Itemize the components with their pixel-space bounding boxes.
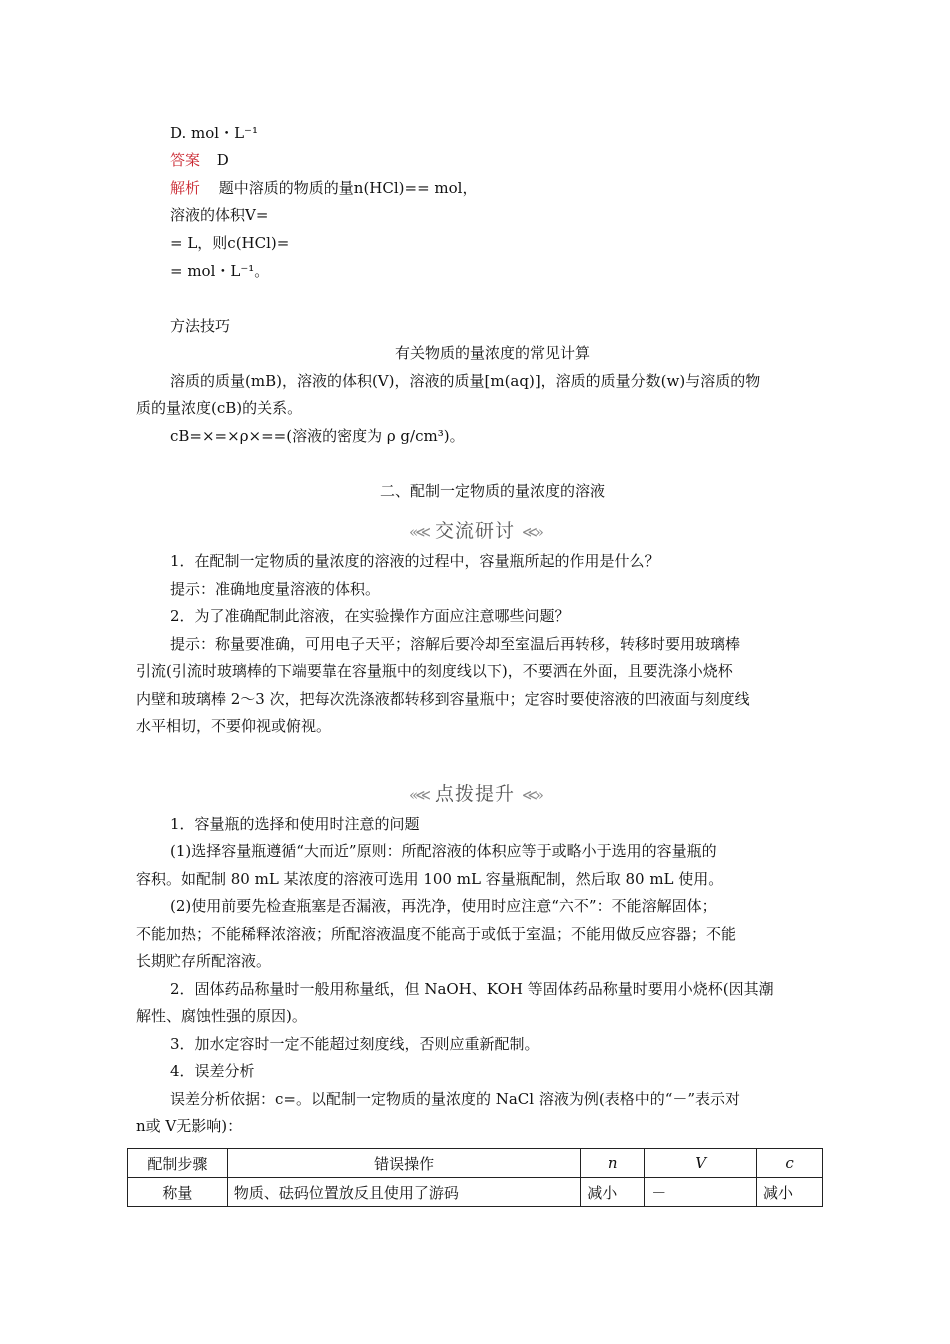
- points-p1b-line-1: (2)使用前要先检查瓶塞是否漏液，再洗净，使用时应注意“六不”：不能溶解固体；: [170, 897, 717, 915]
- points-heading: [0, 779, 950, 806]
- points-p1b-line-3: 长期贮存所配溶液。: [136, 952, 272, 970]
- method-line-1: 溶质的质量(mB)，溶液的体积(V)，溶液的质量[m(aq)]，溶质的质量分数(w)与溶质的物: [170, 372, 761, 390]
- cell-operation: 物质、砝码位置放反且使用了游码: [227, 1178, 580, 1207]
- right-chevrons-icon: ≪»: [522, 523, 541, 541]
- header-v: V: [645, 1149, 757, 1178]
- section-2-title: 二、配制一定物质的量浓度的溶液: [379, 482, 605, 500]
- header-n: n: [581, 1149, 645, 1178]
- method-title: 方法技巧: [170, 317, 231, 335]
- exchange-q1: 1．在配制一定物质的量浓度的溶液的过程中，容量瓶所起的作用是什么？: [170, 552, 660, 570]
- error-analysis-table: [127, 1148, 823, 1207]
- answer-value: D: [216, 151, 229, 169]
- points-p1a-line-1: (1)选择容量瓶遵循“大而近”原则：所配溶液的体积应等于或略小于选用的容量瓶的: [170, 842, 717, 860]
- method-line-2: 质的量浓度(cB)的关系。: [136, 399, 303, 417]
- header-operation: 错误操作: [227, 1149, 580, 1178]
- exchange-a2-line-2: 引流(引流时玻璃棒的下端要靠在容量瓶中的刻度线以下)，不要洒在外面，且要洗涤小烧杯: [136, 662, 733, 680]
- analysis-line-2: 溶液的体积V=: [170, 206, 269, 224]
- analysis-text-1: 题中溶质的物质的量n(HCl)== mol，: [218, 179, 478, 197]
- analysis-line-1: [170, 178, 477, 198]
- analysis-line-3: = L，则c(HCl)=: [170, 234, 290, 252]
- exchange-heading-text: 交流研讨: [434, 520, 515, 542]
- exchange-heading: [0, 516, 950, 543]
- table-row: [128, 1178, 823, 1207]
- points-p4-line-2: n或 V无影响)：: [136, 1117, 243, 1135]
- points-p1a-line-2: 容积。如配制 80 mL 某浓度的溶液可选用 100 mL 容量瓶配制，然后取 80 mL 使用。: [136, 870, 724, 888]
- points-p1: 1．容量瓶的选择和使用时注意的问题: [170, 815, 420, 833]
- option-d: D. mol・L⁻¹: [170, 124, 258, 142]
- right-chevrons-icon: ≪»: [522, 786, 541, 804]
- points-p4: 4．误差分析: [170, 1062, 255, 1080]
- exchange-a1: 提示：准确地度量溶液的体积。: [170, 580, 381, 598]
- left-chevrons-icon: «≪: [409, 786, 428, 804]
- points-heading-text: 点拨提升: [434, 783, 515, 805]
- answer-label: 答案: [170, 151, 201, 169]
- table-header-row: [128, 1149, 823, 1178]
- cell-n: 减小: [581, 1178, 645, 1207]
- points-p1b-line-2: 不能加热；不能稀释浓溶液；所配溶液温度不能高于或低于室温；不能用做反应容器；不能: [136, 925, 737, 943]
- header-c: c: [757, 1149, 823, 1178]
- points-p4-line-1: 误差分析依据：c=。以配制一定物质的量浓度的 NaCl 溶液为例(表格中的“－”表示对: [170, 1090, 741, 1108]
- points-p3: 3．加水定容时一定不能超过刻度线，否则应重新配制。: [170, 1035, 540, 1053]
- answer-line: [170, 150, 229, 170]
- cell-c: 减小: [757, 1178, 823, 1207]
- method-subtitle: 有关物质的量浓度的常见计算: [394, 344, 590, 362]
- cell-step: 称量: [128, 1178, 228, 1207]
- exchange-q2: 2．为了准确配制此溶液，在实验操作方面应注意哪些问题？: [170, 607, 570, 625]
- analysis-line-4: = mol・L⁻¹。: [170, 262, 270, 280]
- exchange-a2-line-4: 水平相切，不要仰视或俯视。: [136, 717, 332, 735]
- points-p2-line-1: 2．固体药品称量时一般用称量纸，但 NaOH、KOH 等固体药品称量时要用小烧杯(因其潮: [170, 980, 774, 998]
- left-chevrons-icon: «≪: [409, 523, 428, 541]
- header-step: 配制步骤: [128, 1149, 228, 1178]
- exchange-a2-line-1: 提示：称量要准确，可用电子天平；溶解后要冷却至室温后再转移，转移时要用玻璃棒: [170, 635, 741, 653]
- cell-v: －: [645, 1178, 757, 1207]
- points-p2-line-2: 解性、腐蚀性强的原因)。: [136, 1007, 307, 1025]
- method-line-3: cB=×=×ρ×==(溶液的密度为 ρ g/cm³)。: [170, 427, 465, 445]
- exchange-a2-line-3: 内壁和玻璃棒 2～3 次，把每次洗涤液都转移到容量瓶中；定容时要使溶液的凹液面与刻度线: [136, 690, 750, 708]
- analysis-label: 解析: [170, 179, 201, 197]
